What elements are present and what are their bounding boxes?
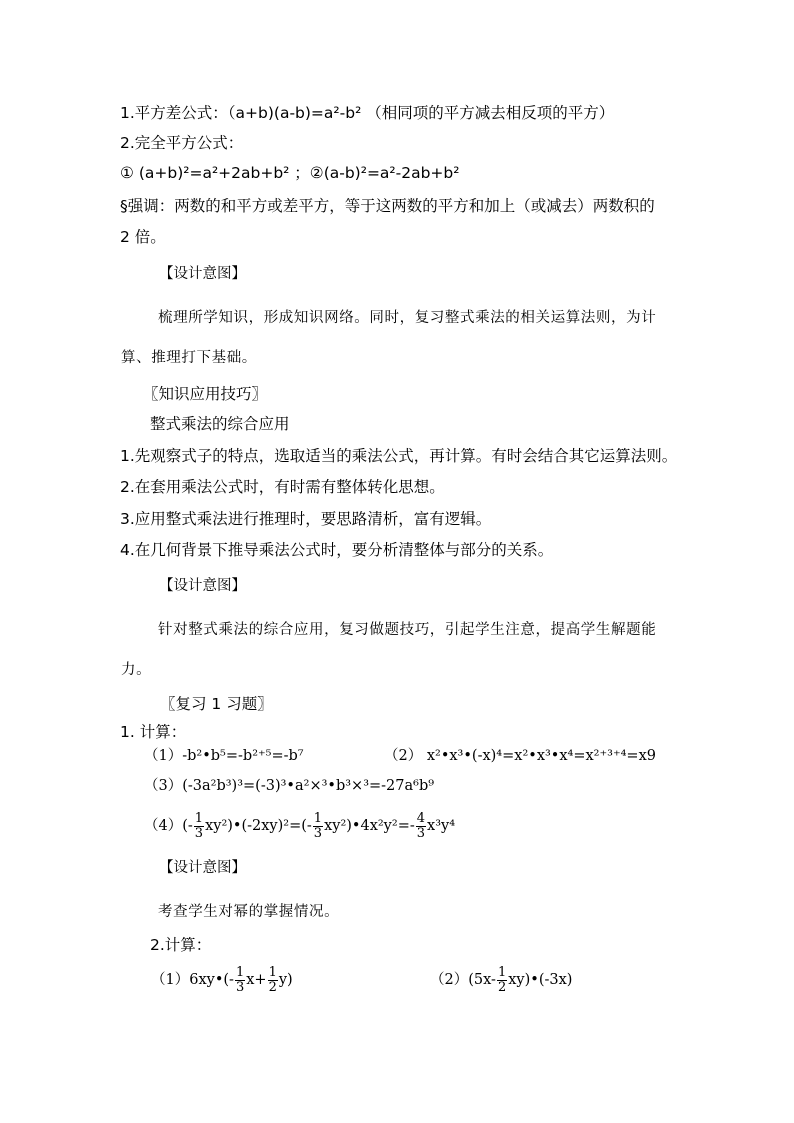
- question-1-part-3: （3）(-3a²b³)³=(-3)³•a²×³•b³×³=-27a⁶b⁹: [144, 778, 435, 794]
- fraction: [268, 966, 278, 995]
- expr-text: x³y⁴: [427, 818, 456, 834]
- skill-item-4: 4.在几何背景下推导乘法公式时，要分析清整体与部分的关系。: [120, 541, 554, 559]
- denominator: 3: [416, 825, 426, 841]
- skill-item-2: 2.在套用乘法公式时，有时需有整体转化思想。: [120, 478, 445, 496]
- numerator: 1: [497, 964, 507, 980]
- perfect-square-formulas: ① (a+b)²=a²+2ab+b² ；②(a-b)²=a²-2ab+b²: [120, 164, 460, 182]
- emphasis-line: §强调：两数的和平方或差平方，等于这两数的平方和加上（或减去）两数积的: [120, 197, 655, 215]
- question-2-part-2: [430, 960, 572, 1000]
- skill-item-3: 3.应用整式乘法进行推理时，要思路清析，富有逻辑。: [120, 510, 492, 528]
- design-intent-heading-2: 【设计意图】: [159, 578, 246, 594]
- numerator: 4: [416, 810, 426, 826]
- question-2-title: 2.计算：: [150, 936, 212, 954]
- design-intent-text: 梳理所学知识，形成知识网络。同时，复习整式乘法的相关运算法则，为计: [158, 310, 657, 326]
- denominator: 3: [194, 825, 204, 841]
- numerator: 1: [313, 810, 323, 826]
- expr-text: 6xy•(-: [189, 972, 234, 988]
- perfect-square-formula-title: 2.完全平方公式：: [120, 134, 244, 152]
- emphasis-line-cont: 2 倍。: [120, 228, 166, 246]
- exercises-heading: 〖复习 1 习题〗: [160, 695, 273, 713]
- part-label: （1）: [151, 972, 190, 988]
- skills-subheading: 整式乘法的综合应用: [150, 415, 290, 433]
- fraction: [416, 812, 426, 841]
- fraction: [194, 812, 204, 841]
- design-intent-text-2-cont: 力。: [121, 662, 152, 678]
- question-1-part-1: （1）-b²•b⁵=-b²⁺⁵=-b⁷: [144, 748, 304, 764]
- part-label: （4）: [144, 818, 183, 834]
- fraction: [313, 812, 323, 841]
- numerator: 1: [194, 810, 204, 826]
- design-intent-text-cont: 算、推理打下基础。: [121, 350, 257, 366]
- expr-text: x+: [246, 972, 267, 988]
- numerator: 1: [268, 964, 277, 980]
- question-2-part-1: [151, 960, 293, 1000]
- square-difference-formula: 1.平方差公式：（a+b)(a-b)=a²-b² （相同项的平方减去相反项的平方）: [120, 104, 615, 122]
- expr-text: (5x-: [468, 972, 496, 988]
- skill-item-1: 1.先观察式子的特点，选取适当的乘法公式，再计算。有时会结合其它运算法则。: [120, 447, 678, 465]
- denominator: 3: [235, 979, 245, 995]
- expr-text: (-: [182, 818, 193, 834]
- design-intent-heading-3: 【设计意图】: [159, 860, 246, 876]
- fraction: [497, 966, 507, 995]
- question-1-part-4: [144, 806, 455, 846]
- design-intent-text-2: 针对整式乘法的综合应用，复习做题技巧，引起学生注意，提高学生解题能: [158, 622, 657, 638]
- question-1-title: 1. 计算：: [120, 723, 187, 741]
- design-intent-text-3: 考查学生对幂的掌握情况。: [158, 904, 340, 920]
- expr-text: xy)•(-3x): [508, 972, 573, 988]
- expr-text: xy²)•4x²y²=-: [324, 818, 415, 834]
- design-intent-heading: 【设计意图】: [159, 266, 246, 282]
- numerator: 1: [235, 964, 245, 980]
- denominator: 3: [313, 825, 323, 841]
- expr-text: y): [278, 972, 293, 988]
- denominator: 2: [268, 979, 277, 995]
- denominator: 2: [497, 979, 507, 995]
- part-label: （2）: [430, 972, 469, 988]
- fraction: [235, 966, 245, 995]
- question-1-part-2: （2） x²•x³•(-x)⁴=x²•x³•x⁴=x²⁺³⁺⁴=x9: [384, 748, 656, 764]
- skills-heading: 〖知识应用技巧〗: [143, 385, 268, 403]
- expr-text: xy²)•(-2xy)²=(-: [205, 818, 312, 834]
